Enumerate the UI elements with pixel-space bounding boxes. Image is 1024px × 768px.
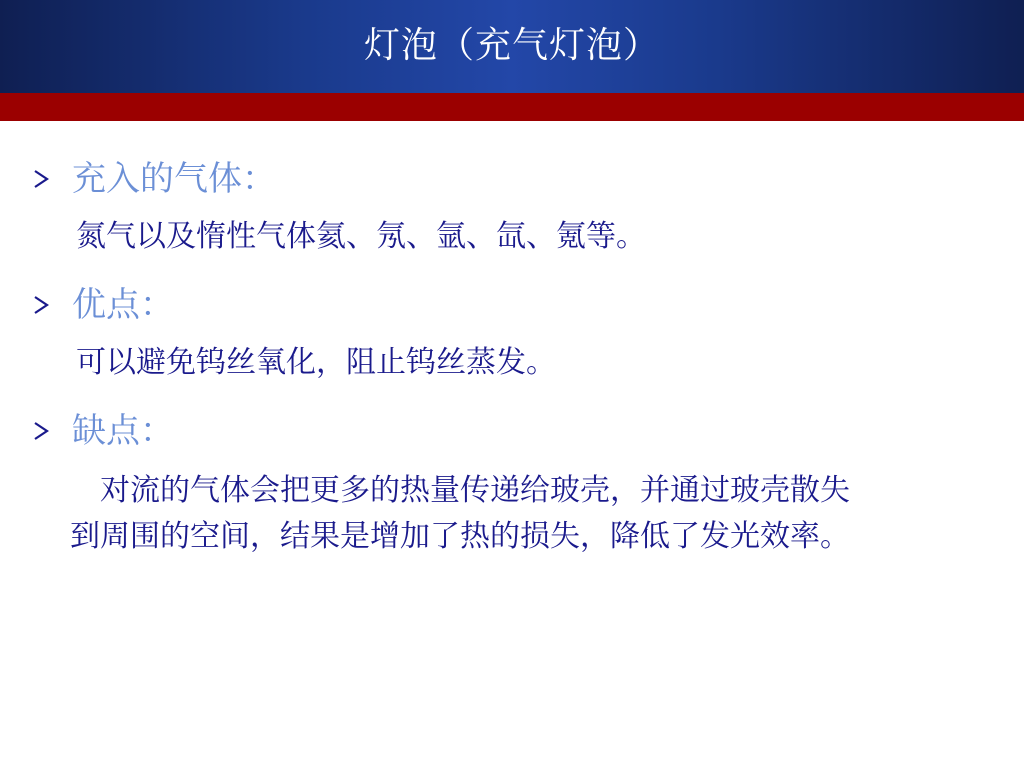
bullet-label: 优点： — [72, 285, 174, 325]
bullet-item — [30, 276, 910, 334]
chevron-right-icon — [30, 295, 72, 315]
title-underline-stripe — [0, 93, 1024, 121]
bullet-text: 氮气以及惰性气体氦、氖、氩、氙、氪等。 — [76, 219, 646, 254]
bullet-label: 充入的气体： — [72, 159, 276, 199]
page-title: 灯泡（充气灯泡） — [363, 25, 660, 66]
content-area — [30, 150, 910, 560]
title-bar — [0, 0, 1024, 93]
bullet-item — [30, 402, 910, 460]
chevron-right-icon — [30, 421, 72, 441]
bullet-label: 缺点： — [72, 411, 174, 451]
bullet-text: 可以避免钨丝氧化，阻止钨丝蒸发。 — [76, 345, 556, 380]
bullet-item — [30, 150, 910, 208]
chevron-right-icon — [30, 169, 72, 189]
bullet-text: 对流的气体会把更多的热量传递给玻壳，并通过玻壳散失到周围的空间，结果是增加了热的损失，降低了发光效率。 — [70, 473, 850, 554]
